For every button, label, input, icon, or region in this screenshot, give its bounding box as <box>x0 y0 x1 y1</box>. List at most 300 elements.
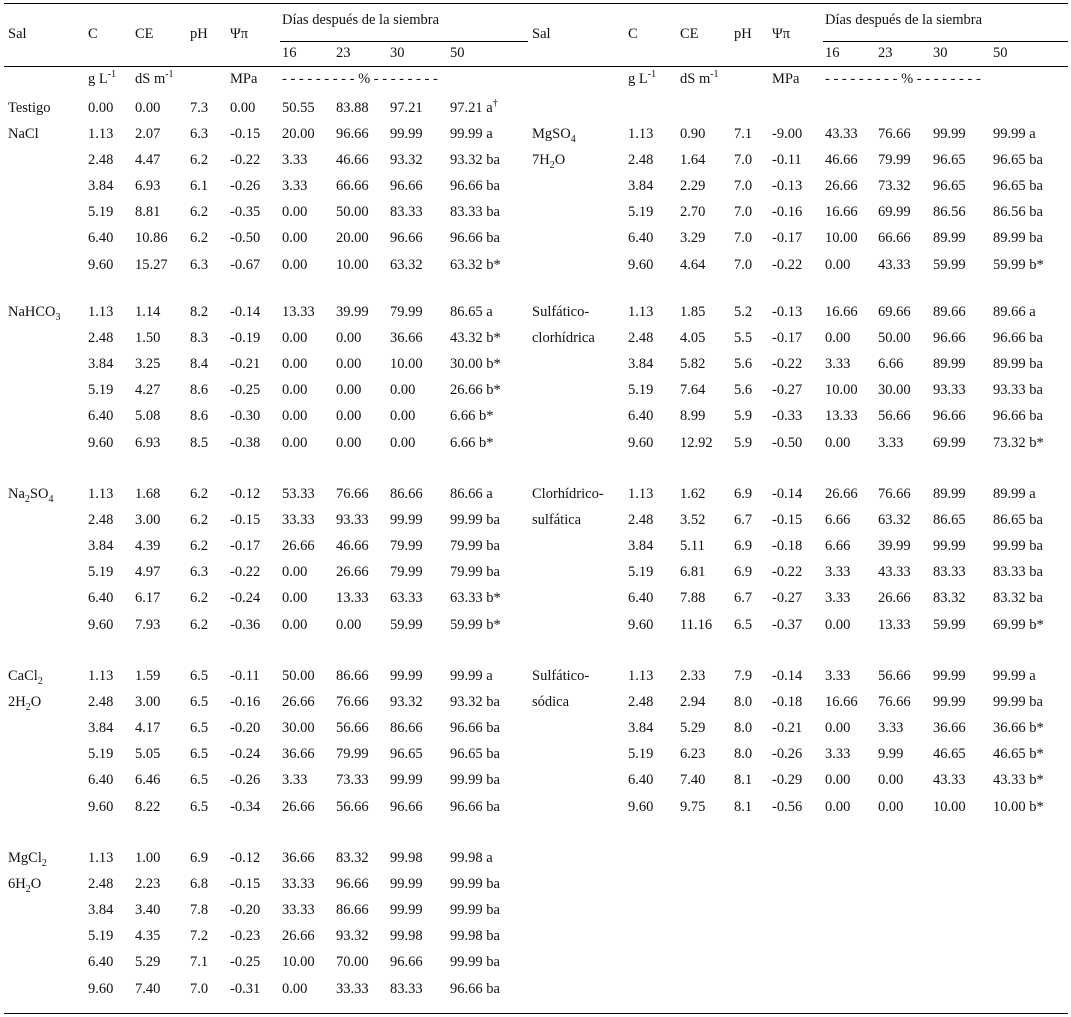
table-cell: 3.33 <box>282 772 308 789</box>
table-cell: 39.99 <box>336 304 369 320</box>
table-cell: 93.32 <box>390 694 423 711</box>
table-cell: 83.33 <box>390 204 423 221</box>
table-cell: 0.00 <box>135 100 161 116</box>
table-cell: 5.6 <box>734 356 753 373</box>
table-cell: -0.23 <box>230 928 261 945</box>
header-psi-right: Ψπ <box>772 26 791 42</box>
table-cell: 6.2 <box>190 152 209 169</box>
table-cell: 99.99 a <box>450 668 493 684</box>
table-cell: -0.22 <box>772 356 803 373</box>
table-cell: 76.66 <box>878 486 911 502</box>
table-cell: 99.99 <box>390 126 423 142</box>
table-cell: 6.5 <box>190 720 209 737</box>
table-cell: 3.52 <box>680 512 706 529</box>
table-cell: 43.33 <box>933 772 966 789</box>
table-cell: 89.99 <box>933 230 966 247</box>
table-cell: 99.99 ba <box>450 876 500 893</box>
table-cell: 6.40 <box>88 954 114 971</box>
table-cell: 4.47 <box>135 152 161 169</box>
table-cell: 1.13 <box>88 126 114 142</box>
header-day-50-right: 50 <box>993 45 1008 61</box>
table-cell: 9.60 <box>628 616 654 633</box>
table-cell: 3.25 <box>135 356 161 373</box>
table-cell: 3.33 <box>282 152 308 169</box>
table-cell: 50.00 <box>282 668 315 684</box>
table-cell: 5.19 <box>88 204 114 221</box>
table-cell: 99.99 <box>933 126 966 142</box>
table-cell: 2.94 <box>680 694 706 711</box>
table-cell: 83.32 <box>933 590 966 607</box>
table-cell: 63.32 <box>390 256 423 273</box>
table-cell: 70.00 <box>336 954 369 971</box>
table-cell: 43.33 <box>878 256 911 273</box>
table-cell: 10.00 <box>825 382 858 399</box>
table-cell: -0.24 <box>230 746 261 763</box>
table-cell: -0.26 <box>772 746 803 763</box>
table-cell: 73.32 b* <box>993 434 1044 451</box>
table-cell: -0.15 <box>230 876 261 893</box>
table-cell: 2.48 <box>88 512 114 529</box>
table-cell: 86.56 <box>933 204 966 221</box>
table-cell: 6.66 b* <box>450 408 494 425</box>
header-day-23-left: 23 <box>336 45 351 61</box>
table-cell: 7.40 <box>135 980 161 997</box>
table-cell: 69.99 b* <box>993 616 1044 633</box>
table-cell: 16.66 <box>825 304 858 320</box>
table-cell: 3.40 <box>135 902 161 919</box>
table-cell: 26.66 <box>336 564 369 581</box>
table-cell: 7.0 <box>734 152 753 169</box>
table-cell: 53.33 <box>282 486 315 502</box>
table-cell: 99.99 ba <box>450 954 500 971</box>
table-cell: 1.14 <box>135 304 161 320</box>
table-cell: 5.5 <box>734 330 753 347</box>
table-cell: 26.66 <box>878 590 911 607</box>
table-cell: 10.00 <box>390 356 423 373</box>
table-cell: 6.40 <box>88 772 114 789</box>
table-cell: 96.66 <box>933 408 966 425</box>
table-cell: 6.66 b* <box>450 434 494 451</box>
table-cell: 1.64 <box>680 152 706 169</box>
table-cell: -0.26 <box>230 178 261 195</box>
table-cell: 0.00 <box>88 100 114 116</box>
table-cell: -0.11 <box>772 152 802 169</box>
table-cell: -0.18 <box>772 694 803 711</box>
table-cell: 6.66 <box>825 512 851 529</box>
table-cell: -0.25 <box>230 382 261 399</box>
table-cell: 69.99 <box>878 204 911 221</box>
table-cell: 6.5 <box>190 772 209 789</box>
table-cell: 5.19 <box>628 746 654 763</box>
table-cell: -0.22 <box>772 564 803 581</box>
table-cell: 93.33 <box>933 382 966 399</box>
table-cell: 1.13 <box>88 486 114 502</box>
table-cell: 30.00 <box>282 720 315 737</box>
table-cell: 9.60 <box>88 256 114 273</box>
table-cell: 6.2 <box>190 538 209 555</box>
table-cell: 1.13 <box>628 668 654 684</box>
days-subrule-right <box>823 41 1068 42</box>
table-cell: 10.00 <box>282 954 315 971</box>
table-cell: 3.33 <box>878 434 904 451</box>
table-cell: 43.32 b* <box>450 330 501 347</box>
table-cell: 96.66 ba <box>450 178 500 195</box>
table-cell: 3.33 <box>282 178 308 195</box>
table-cell: 99.99 a <box>993 126 1036 142</box>
table-cell: 93.33 <box>336 512 369 529</box>
table-cell: 0.00 <box>230 100 256 116</box>
table-cell: 50.00 <box>336 204 369 221</box>
salt-label: sulfática <box>532 512 582 529</box>
table-cell: 0.00 <box>336 382 362 399</box>
table-cell: 86.65 ba <box>993 512 1043 529</box>
unit-c-right: g $L^{-1}$ <box>628 69 657 87</box>
table-cell: 11.16 <box>680 616 713 633</box>
table-cell: 0.00 <box>825 798 851 815</box>
table-cell: 96.66 ba <box>450 720 500 737</box>
table-cell: 66.66 <box>878 230 911 247</box>
unit-ce-right: dS $m^{-1}$ <box>680 69 719 87</box>
table-cell: 7.8 <box>190 902 209 919</box>
header-ce-left: CE <box>135 26 154 42</box>
table-cell: 6.93 <box>135 434 161 451</box>
table-cell: -0.26 <box>230 772 261 789</box>
table-cell: -0.14 <box>230 304 261 320</box>
table-cell: -0.27 <box>772 590 803 607</box>
table-cell: 86.66 <box>390 486 423 502</box>
table-cell: 6.5 <box>734 616 753 633</box>
table-cell: 8.6 <box>190 382 209 399</box>
table-cell: 86.66 <box>390 720 423 737</box>
table-cell: 6.3 <box>190 126 209 142</box>
table-cell: 6.2 <box>190 616 209 633</box>
table-cell: 9.60 <box>628 256 654 273</box>
table-cell: 0.00 <box>878 772 904 789</box>
table-cell: -0.34 <box>230 798 261 815</box>
table-cell: -0.29 <box>772 772 803 789</box>
table-cell: 89.99 ba <box>993 356 1043 373</box>
table-cell: 36.66 <box>933 720 966 737</box>
table-cell: 0.00 <box>878 798 904 815</box>
table-cell: 79.99 <box>390 538 423 555</box>
table-cell: -0.38 <box>230 434 261 451</box>
table-cell: 43.33 <box>878 564 911 581</box>
table-cell: 26.66 b* <box>450 382 501 399</box>
table-cell: 59.99 b* <box>450 616 501 633</box>
table-cell: 89.66 a <box>993 304 1036 320</box>
table-cell: 0.00 <box>825 720 851 737</box>
table-cell: 10.00 b* <box>993 798 1044 815</box>
table-cell: 6.2 <box>190 590 209 607</box>
table-cell: 12.92 <box>680 434 713 451</box>
table-cell: 96.65 ba <box>993 178 1043 195</box>
table-cell: 50.00 <box>878 330 911 347</box>
table-cell: 6.5 <box>190 668 209 684</box>
table-cell: -0.35 <box>230 204 261 221</box>
salt-label: MgCl$_2$ <box>8 850 47 869</box>
header-days-group-right: Días después de la siembra <box>825 12 983 28</box>
table-cell: 1.62 <box>680 486 706 502</box>
table-cell: 79.99 <box>336 746 369 763</box>
table-cell: 59.99 <box>390 616 423 633</box>
table-cell: 6.2 <box>190 204 209 221</box>
table-cell: 3.84 <box>628 178 654 195</box>
table-cell: 5.2 <box>734 304 753 320</box>
table-cell: -0.37 <box>772 616 803 633</box>
table-cell: 66.66 <box>336 178 369 195</box>
table-cell: 8.99 <box>680 408 706 425</box>
table-cell: 5.08 <box>135 408 161 425</box>
header-day-30-left: 30 <box>390 45 405 61</box>
table-cell: 4.17 <box>135 720 161 737</box>
table-cell: 39.99 <box>878 538 911 555</box>
table-cell: 96.66 ba <box>993 408 1043 425</box>
table-cell: 2.70 <box>680 204 706 221</box>
table-cell: 36.66 b* <box>993 720 1044 737</box>
table-cell: 96.65 ba <box>993 152 1043 169</box>
table-cell: 26.66 <box>282 694 315 711</box>
table-cell: -0.31 <box>230 980 261 997</box>
salt-label: NaHCO$_3$ <box>8 304 61 323</box>
salt-label: Sulfático- <box>532 668 590 684</box>
table-cell: 46.65 b* <box>993 746 1044 763</box>
table-cell: 96.66 <box>390 178 423 195</box>
salt-label: $7H_2O$ <box>532 152 566 171</box>
table-cell: 6.23 <box>680 746 706 763</box>
table-cell: 1.13 <box>88 850 114 866</box>
table-cell: -0.17 <box>230 538 261 555</box>
table-cell: 5.9 <box>734 408 753 425</box>
table-cell: 2.48 <box>628 152 654 169</box>
table-cell: 1.13 <box>628 304 654 320</box>
table-cell: 7.3 <box>190 100 209 116</box>
table-cell: 83.32 ba <box>993 590 1043 607</box>
table-cell: 5.6 <box>734 382 753 399</box>
table-cell: 5.05 <box>135 746 161 763</box>
table-cell: 86.66 a <box>450 486 493 502</box>
table-cell: 0.00 <box>336 408 362 425</box>
table-cell: 5.29 <box>680 720 706 737</box>
header-sal-left: Sal <box>8 26 27 42</box>
table-cell: 99.98 <box>390 928 423 945</box>
table-cell: -0.20 <box>230 720 261 737</box>
table-cell: -0.33 <box>772 408 803 425</box>
table-cell: 6.5 <box>190 694 209 711</box>
table-cell: 96.66 <box>336 876 369 893</box>
table-cell: 4.97 <box>135 564 161 581</box>
table-cell: 4.64 <box>680 256 706 273</box>
table-cell: 63.33 b* <box>450 590 501 607</box>
table-cell: 96.65 <box>933 178 966 195</box>
table-cell: 96.66 <box>390 798 423 815</box>
unit-ce-left: dS $m^{-1}$ <box>135 69 174 87</box>
table-cell: 7.93 <box>135 616 161 633</box>
table-cell: 96.65 <box>390 746 423 763</box>
table-cell: 96.66 <box>336 126 369 142</box>
table-cell: 96.66 <box>933 330 966 347</box>
table-cell: 6.5 <box>190 746 209 763</box>
table-cell: 6.40 <box>88 230 114 247</box>
unit-psi-left: MPa <box>230 71 258 87</box>
table-cell: -0.50 <box>772 434 803 451</box>
table-cell: 7.1 <box>190 954 209 971</box>
header-sal-right: Sal <box>532 26 551 42</box>
table-cell: 99.98 a <box>450 850 493 866</box>
table-cell: 1.13 <box>628 486 654 502</box>
table-cell: 2.48 <box>628 512 654 529</box>
table-cell: -0.56 <box>772 798 803 815</box>
table-cell: 5.11 <box>680 538 705 555</box>
table-cell: 43.33 <box>825 126 858 142</box>
table-cell: 7.40 <box>680 772 706 789</box>
table-cell: 6.9 <box>734 486 753 502</box>
table-cell: 76.66 <box>336 486 369 502</box>
table-cell: 99.99 ba <box>450 512 500 529</box>
table-cell: 6.66 <box>878 356 904 373</box>
table-cell: 63.33 <box>390 590 423 607</box>
table-cell: 4.05 <box>680 330 706 347</box>
table-cell: 0.00 <box>282 256 308 273</box>
table-cell: 36.66 <box>390 330 423 347</box>
table-cell: 86.56 ba <box>993 204 1043 221</box>
table-cell: 7.0 <box>734 204 753 221</box>
table-cell: -0.15 <box>230 126 261 142</box>
table-cell: 6.9 <box>734 538 753 555</box>
table-cell: 59.99 <box>933 616 966 633</box>
table-cell: 86.66 <box>336 668 369 684</box>
table-cell: 5.19 <box>88 564 114 581</box>
table-cell: 0.00 <box>282 590 308 607</box>
table-cell: 2.48 <box>88 152 114 169</box>
table-cell: 46.65 <box>933 746 966 763</box>
table-cell: 0.00 <box>825 616 851 633</box>
table-cell: 1.00 <box>135 850 161 866</box>
table-cell: 3.84 <box>88 902 114 919</box>
table-cell: 6.7 <box>734 590 753 607</box>
table-cell: 0.00 <box>390 408 416 425</box>
table-cell: 7.0 <box>190 980 209 997</box>
table-cell: 3.00 <box>135 694 161 711</box>
table-cell: 6.17 <box>135 590 161 607</box>
table-cell: 8.6 <box>190 408 209 425</box>
table-cell: 0.00 <box>282 434 308 451</box>
table-cell: 79.99 ba <box>450 538 500 555</box>
table-cell: 1.50 <box>135 330 161 347</box>
table-cell: 5.9 <box>734 434 753 451</box>
table-cell: 6.9 <box>190 850 209 866</box>
table-cell: 99.99 <box>390 668 423 684</box>
table-cell: 8.4 <box>190 356 209 373</box>
table-cell: -0.12 <box>230 486 261 502</box>
table-cell: 73.33 <box>336 772 369 789</box>
table-cell: 26.66 <box>825 178 858 195</box>
table-cell: 6.3 <box>190 564 209 581</box>
table-cell: 13.33 <box>825 408 858 425</box>
table-cell: 99.99 a <box>450 126 493 142</box>
header-day-50-left: 50 <box>450 45 465 61</box>
table-cell: 7.9 <box>734 668 753 684</box>
table-cell: 46.66 <box>336 152 369 169</box>
table-cell: 7.0 <box>734 230 753 247</box>
table-cell: 8.22 <box>135 798 161 815</box>
table-cell: 2.48 <box>88 330 114 347</box>
table-cell: 9.75 <box>680 798 706 815</box>
table-cell: 46.66 <box>825 152 858 169</box>
table-cell: 76.66 <box>878 126 911 142</box>
table-cell: 46.66 <box>336 538 369 555</box>
table-cell: 99.99 <box>390 772 423 789</box>
table-cell: 6.2 <box>190 230 209 247</box>
header-day-30-right: 30 <box>933 45 948 61</box>
table-cell: -0.24 <box>230 590 261 607</box>
table-cell: 30.00 b* <box>450 356 501 373</box>
table-cell: -0.21 <box>772 720 803 737</box>
table-cell: 0.00 <box>282 980 308 997</box>
table-cell: 99.99 <box>390 512 423 529</box>
table-cell: 3.84 <box>88 356 114 373</box>
table-cell: 10.00 <box>933 798 966 815</box>
unit-c-left: g $L^{-1}$ <box>88 69 117 87</box>
top-rule <box>4 3 1068 4</box>
table-cell: 86.66 <box>336 902 369 919</box>
table-cell: 69.66 <box>878 304 911 320</box>
table-cell: -0.18 <box>772 538 803 555</box>
table-cell: 0.00 <box>825 330 851 347</box>
table-cell: 56.66 <box>336 720 369 737</box>
table-cell: 20.00 <box>336 230 369 247</box>
table-cell: -0.50 <box>230 230 261 247</box>
table-cell: 2.07 <box>135 126 161 142</box>
salt-label: Testigo <box>8 100 51 116</box>
table-cell: 7.88 <box>680 590 706 607</box>
table-cell: 99.98 ba <box>450 928 500 945</box>
table-cell: 76.66 <box>878 694 911 711</box>
days-subrule-left <box>280 41 528 42</box>
table-cell: 93.32 <box>336 928 369 945</box>
table-cell: 79.99 ba <box>450 564 500 581</box>
table-cell: 89.99 <box>933 486 966 502</box>
table-cell: 0.00 <box>282 356 308 373</box>
table-cell: 9.60 <box>88 980 114 997</box>
table-cell: 2.23 <box>135 876 161 893</box>
table-cell: 4.39 <box>135 538 161 555</box>
table-cell: 93.32 ba <box>450 152 500 169</box>
table-cell: 59.99 b* <box>993 256 1044 273</box>
header-psi-left: Ψπ <box>230 26 249 42</box>
table-cell: 0.00 <box>282 330 308 347</box>
table-cell: 89.99 ba <box>993 230 1043 247</box>
table-cell: -0.36 <box>230 616 261 633</box>
salt-label: sódica <box>532 694 570 711</box>
table-cell: 10.86 <box>135 230 168 247</box>
table-cell: 2.48 <box>88 876 114 893</box>
table-cell: 6.40 <box>628 408 654 425</box>
table-cell: 3.84 <box>88 538 114 555</box>
header-rule <box>4 66 1068 67</box>
table-cell: 6.93 <box>135 178 161 195</box>
table-cell: 3.29 <box>680 230 706 247</box>
table-cell: 0.00 <box>336 356 362 373</box>
table-cell: -0.16 <box>772 204 803 221</box>
table-cell: 7.0 <box>734 178 753 195</box>
table-cell: 69.99 <box>933 434 966 451</box>
table-cell: 89.99 a <box>993 486 1036 502</box>
table-cell: 8.81 <box>135 204 161 221</box>
table-cell: 6.2 <box>190 512 209 529</box>
table-cell: 9.99 <box>878 746 904 763</box>
table-cell: 9.60 <box>88 434 114 451</box>
table-cell: 0.00 <box>282 564 308 581</box>
